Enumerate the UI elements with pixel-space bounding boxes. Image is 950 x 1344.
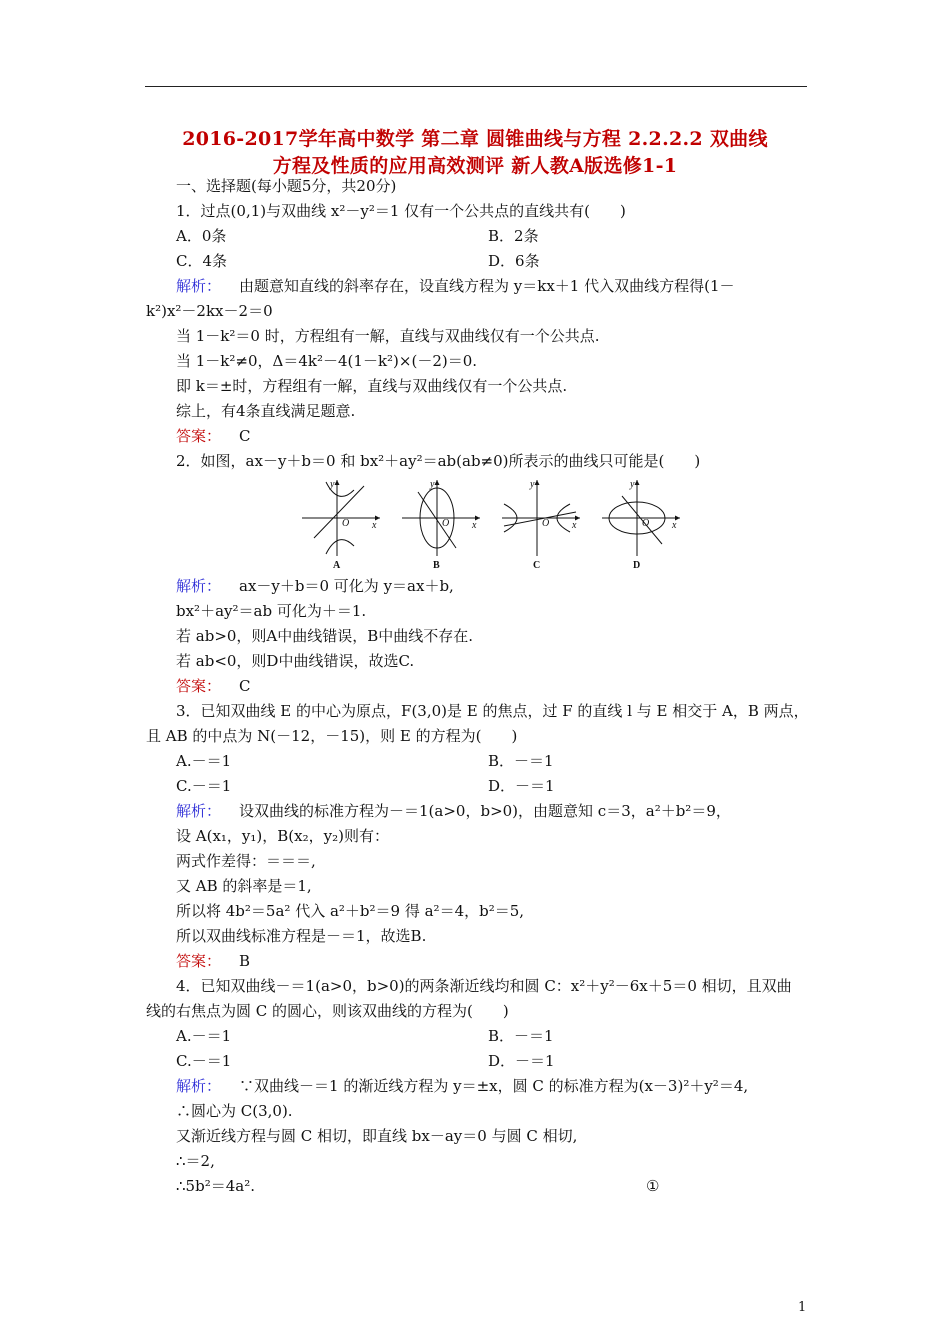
q1-answer	[176, 426, 251, 446]
q3-analysis-6: 所以双曲线标准方程是－＝1，故选B.	[176, 927, 427, 945]
q2-analysis-2: bx²＋ay²＝ab 可化为＋＝1.	[176, 602, 367, 620]
q2-stem: 2．如图，ax－y＋b＝0 和 bx²＋ay²＝ab(ab≠0)所表示的曲线只可能是( )	[176, 452, 701, 470]
q4-stem-2: 线的右焦点为圆 C 的圆心，则该双曲线的方程为( )	[146, 1002, 509, 1020]
q3-analysis-4: 又 AB 的斜率是＝1,	[176, 877, 312, 895]
q2-analysis	[176, 576, 454, 596]
q2-analysis-4: 若 ab<0，则D中曲线错误，故选C.	[176, 652, 415, 670]
equation-marker: ①	[646, 1177, 660, 1195]
q1-stem: 1．过点(0,1)与双曲线 x²－y²＝1 仅有一个公共点的直线共有( )	[176, 202, 626, 220]
q1-analysis-5: 即 k＝±时，方程组有一解，直线与双曲线仅有一个公共点.	[176, 377, 568, 395]
fig-a-origin: O	[342, 518, 350, 529]
q1-analysis	[176, 276, 735, 296]
q4-analysis-4: ∴＝2,	[176, 1152, 215, 1170]
q3-answer	[176, 951, 250, 971]
title-line-1: 2016-2017学年高中数学 第二章 圆锥曲线与方程 2.2.2.2 双曲线	[182, 128, 768, 150]
q4-analysis-5: ∴5b²＝4a².	[176, 1177, 255, 1195]
q4-option-b: B．－＝1	[488, 1027, 554, 1045]
analysis-label: 解析：	[176, 1077, 222, 1095]
figure-b	[402, 479, 480, 570]
fig-b-origin: O	[442, 518, 450, 529]
analysis-label: 解析：	[176, 277, 222, 295]
fig-c-y-label: y	[530, 479, 535, 490]
fig-c-label: C	[533, 560, 541, 570]
fig-b-x-label: x	[472, 520, 477, 531]
fig-d-label: D	[633, 560, 641, 570]
fig-d-y-label: y	[630, 479, 635, 490]
fig-d-origin: O	[642, 518, 650, 529]
fig-c-origin: O	[542, 518, 550, 529]
analysis-label: 解析：	[176, 802, 222, 820]
figure-c	[502, 479, 580, 570]
q3-answer-value: B	[239, 952, 251, 970]
q4-analysis-3: 又渐近线方程与圆 C 相切，即直线 bx－ay＝0 与圆 C 相切,	[176, 1127, 578, 1145]
answer-label: 答案：	[176, 427, 222, 445]
q1-analysis-1: 由题意知直线的斜率存在，设直线方程为 y＝kx＋1 代入双曲线方程得(1－	[239, 277, 735, 295]
section-heading: 一、选择题(每小题5分，共20分)	[176, 177, 397, 195]
q4-analysis	[176, 1076, 748, 1096]
q4-analysis-1: ∵双曲线－＝1 的渐近线方程为 y＝±x，圆 C 的标准方程为(x－3)²＋y²＝4,	[239, 1077, 749, 1095]
header-rule	[145, 86, 807, 87]
q4-option-c: C.－＝1	[176, 1052, 232, 1070]
fig-d-x-label: x	[672, 520, 677, 531]
q1-option-a: A．0条	[176, 227, 227, 245]
q4-analysis-2: ∴圆心为 C(3,0).	[176, 1102, 293, 1120]
q3-analysis-5: 所以将 4b²＝5a² 代入 a²＋b²＝9 得 a²＝4，b²＝5,	[176, 902, 525, 920]
q1-analysis-4: 当 1－k²≠0，Δ＝4k²－4(1－k²)×(－2)＝0.	[176, 352, 478, 370]
q1-analysis-6: 综上，有4条直线满足题意.	[176, 402, 356, 420]
q3-analysis	[176, 801, 731, 821]
fig-a-x-label: x	[372, 520, 377, 531]
q1-analysis-2: k²)x²－2kx－2＝0	[146, 302, 273, 320]
figure-a	[302, 479, 380, 570]
figure-d	[602, 479, 680, 570]
q2-analysis-1: ax－y＋b＝0 可化为 y＝ax＋b,	[239, 577, 454, 595]
q1-answer-value: C	[239, 427, 251, 445]
fig-b-label: B	[433, 560, 440, 570]
q3-stem-1: 3．已知双曲线 E 的中心为原点，F(3,0)是 E 的焦点，过 F 的直线 l 与 E 相交于 A，B 两点，	[176, 702, 809, 720]
answer-label: 答案：	[176, 952, 222, 970]
q2-figure	[300, 478, 690, 570]
q1-option-c: C．4条	[176, 252, 228, 270]
title-line-2: 方程及性质的应用高效测评 新人教A版选修1-1	[272, 155, 678, 177]
fig-c-x-label: x	[572, 520, 577, 531]
q3-option-d: D．－＝1	[488, 777, 555, 795]
analysis-label: 解析：	[176, 577, 222, 595]
q4-option-d: D．－＝1	[488, 1052, 555, 1070]
fig-b-y-label: y	[430, 479, 435, 490]
fig-a-label: A	[333, 560, 341, 570]
q4-stem-1: 4．已知双曲线－＝1(a>0，b>0)的两条渐近线均和圆 C：x²＋y²－6x＋5＝0 相切，且双曲	[176, 977, 792, 995]
q2-answer	[176, 676, 251, 696]
q3-stem-2: 且 AB 的中点为 N(－12，－15)，则 E 的方程为( )	[146, 727, 518, 745]
q2-analysis-3: 若 ab>0，则A中曲线错误，B中曲线不存在.	[176, 627, 474, 645]
doc-title	[130, 126, 820, 180]
fig-a-y-label: y	[330, 479, 335, 490]
q2-answer-value: C	[239, 677, 251, 695]
q1-option-d: D．6条	[488, 252, 540, 270]
page-number: 1	[798, 1300, 807, 1315]
q3-analysis-1: 设双曲线的标准方程为－＝1(a>0，b>0)，由题意知 c＝3，a²＋b²＝9，	[239, 802, 731, 820]
q3-option-b: B．－＝1	[488, 752, 554, 770]
q3-analysis-2: 设 A(x₁，y₁)，B(x₂，y₂)则有：	[176, 827, 389, 845]
q3-option-c: C.－＝1	[176, 777, 232, 795]
answer-label: 答案：	[176, 677, 222, 695]
q4-option-a: A.－＝1	[176, 1027, 232, 1045]
q1-option-b: B．2条	[488, 227, 539, 245]
q1-analysis-3: 当 1－k²＝0 时，方程组有一解，直线与双曲线仅有一个公共点.	[176, 327, 600, 345]
q3-option-a: A.－＝1	[176, 752, 232, 770]
q3-analysis-3: 两式作差得：＝＝＝,	[176, 852, 316, 870]
